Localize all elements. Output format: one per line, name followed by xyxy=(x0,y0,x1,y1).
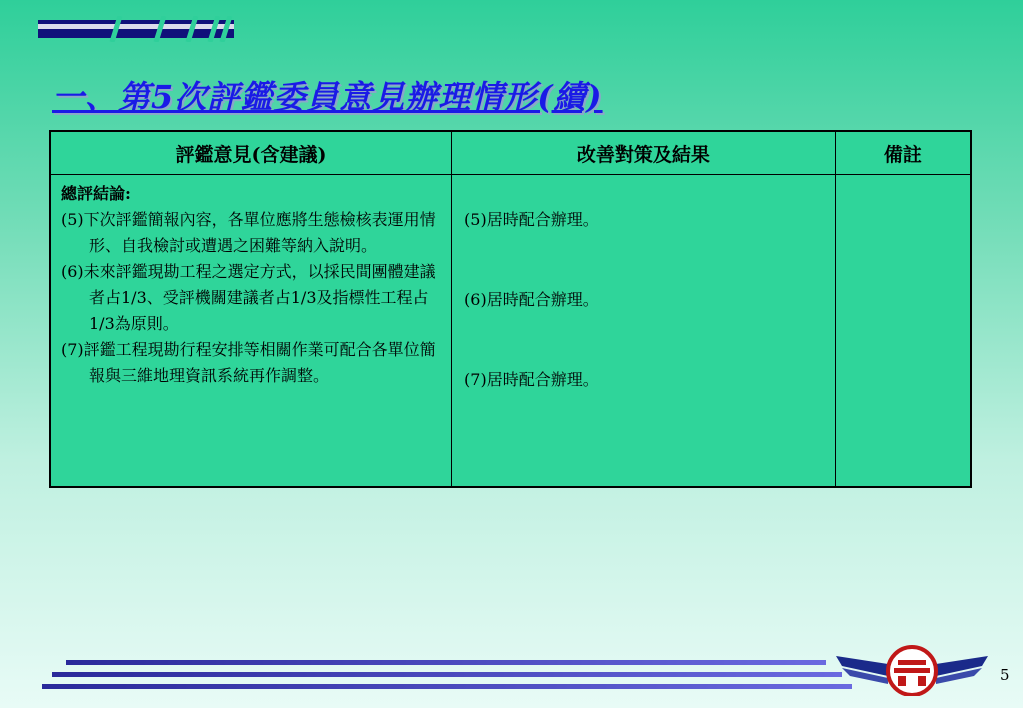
response-item: (7)居時配合辦理。 xyxy=(464,370,599,389)
column-header-opinions: 評鑑意見(含建議) xyxy=(50,131,452,175)
column-header-remarks: 備註 xyxy=(835,131,971,175)
table-header-row xyxy=(50,131,971,175)
response-item: (6)居時配合辦理。 xyxy=(464,290,599,309)
remarks-cell xyxy=(835,175,971,488)
footer-line xyxy=(52,672,842,677)
striped-bars-icon xyxy=(38,16,238,42)
opinion-item: (5)下次評鑑簡報內容，各單位應將生態檢核表運用情形、自我檢討或遭遇之困難等納入說明。 xyxy=(61,210,436,255)
table-row xyxy=(50,175,971,488)
opinions-cell xyxy=(50,175,452,488)
winged-emblem-logo xyxy=(832,644,992,696)
opinions-table xyxy=(49,130,972,488)
page-title: 一、第5次評鑑委員意見辦理情形(續) xyxy=(52,78,603,116)
footer-line xyxy=(66,660,826,665)
footer-line xyxy=(42,684,852,689)
opinion-item: (6)未來評鑑現勘工程之選定方式，以採民間團體建議者占1/3、受評機關建議者占1/3及指標性工程占1/3為原則。 xyxy=(61,262,436,333)
responses-cell xyxy=(452,175,836,488)
opinions-heading: 總評結論: xyxy=(61,184,131,203)
page-number: 5 xyxy=(1000,666,1010,684)
column-header-responses: 改善對策及結果 xyxy=(452,131,836,175)
response-item: (5)居時配合辦理。 xyxy=(464,210,599,229)
opinion-item: (7)評鑑工程現勘行程安排等相關作業可配合各單位簡報與三維地理資訊系統再作調整。 xyxy=(61,340,436,385)
